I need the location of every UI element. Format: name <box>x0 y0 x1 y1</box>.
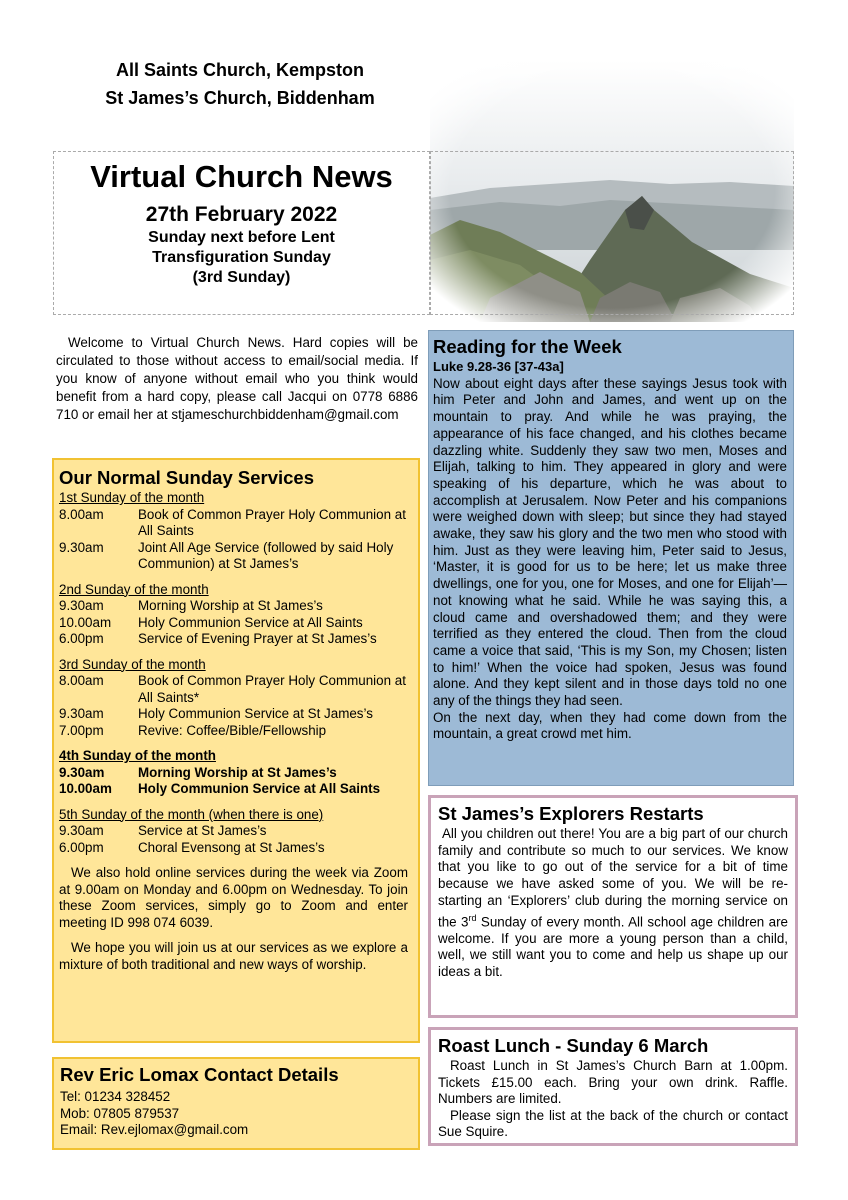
service-time: 6.00pm <box>59 839 104 855</box>
welcome-text: Welcome to Virtual Church News. Hard copies will be circulated to those without access to email/social media. If you know of anyone without email who you think would benefit from a hard copy, please call Jacqui on 0778 6886 710 or email her at stjameschurchbiddenham@gmail.com <box>56 335 418 422</box>
sunday-number: (3rd Sunday) <box>192 269 291 286</box>
church-name-kempston: All Saints Church, Kempston <box>115 60 365 80</box>
closing-text: We hope you will join us at our services as we explore a mixture of both traditional and new ways of worship. <box>59 940 408 972</box>
service-row <box>59 781 408 798</box>
explorers-text-part-2: Sunday of every month. All school age children are welcome. If you are more a young person than a child, well, we still want you to come and help us shape up our ideas a bit. <box>438 913 788 980</box>
contact-title: Rev Eric Lomax Contact Details <box>60 1064 339 1085</box>
service-desc: Holy Communion Service at All Saints <box>138 781 381 796</box>
service-group-4th <box>59 748 408 798</box>
feast-name: Transfiguration Sunday <box>152 249 331 266</box>
service-group-2nd <box>59 582 408 648</box>
newsletter-date: 27th February 2022 <box>145 203 338 226</box>
service-desc: Book of Common Prayer Holy Communion at All Saints <box>138 506 406 538</box>
contact-tel: Tel: 01234 328452 <box>60 1089 171 1104</box>
service-row <box>59 615 408 632</box>
service-row <box>59 598 408 615</box>
reading-text: Now about eight days after these sayings Jesus took with him Peter and John and James, and went up on the mountain to pray. And while he was praying, the appearance of his face changed, and his clothes became dazzling white. Suddenly they saw two men, Moses and Elijah, talking to him. They appeared in glory and were speaking of his departure, which he was about to accomplish at Jerusalem. Now Peter and his companions were weighed down with sleep; but since they had stayed awake, they saw his glory and the two men who stood with him. Just as they were leaving him, Peter said to Jesus, ‘Master, it is good for us to be here; let us make three dwellings, one for you, one for Moses, and one for Elijah’—not knowing what he said. While he was saying this, a cloud came and overshadowed them; and they were terrified as they entered the cloud. Then from the cloud came a voice that said, ‘This is my Son, my Chosen; listen to him!’ When the voice had spoken, Jesus was found alone. And they kept silent and in those days told no one any of the things they had seen. <box>433 375 787 709</box>
service-desc: Holy Communion Service at St James’s <box>138 706 373 721</box>
service-group-1st <box>59 490 408 573</box>
roast-lunch-title: Roast Lunch - Sunday 6 March <box>438 1035 709 1056</box>
service-time: 10.00am <box>59 614 112 630</box>
explorers-box <box>428 795 798 1018</box>
service-desc: Book of Common Prayer Holy Communion at All Saints* <box>138 673 406 705</box>
roast-lunch-box <box>428 1027 798 1146</box>
service-group-5th <box>59 807 408 857</box>
service-desc: Morning Worship at St James’s <box>138 598 323 613</box>
explorers-text <box>438 826 788 981</box>
service-time: 8.00am <box>59 506 104 522</box>
group-heading: 3rd Sunday of the month <box>59 656 206 672</box>
service-desc: Choral Evensong at St James’s <box>138 839 325 855</box>
newsletter-title: Virtual Church News <box>90 159 393 194</box>
masthead <box>53 151 430 315</box>
reading-box <box>428 330 794 786</box>
service-row <box>59 673 408 706</box>
service-time: 9.30am <box>59 764 105 780</box>
service-time: 6.00pm <box>59 631 104 646</box>
group-heading: 5th Sunday of the month (when there is one) <box>59 806 324 822</box>
service-time: 9.30am <box>59 539 104 555</box>
service-time: 9.30am <box>59 823 104 838</box>
roast-lunch-signup: Please sign the list at the back of the church or contact Sue Squire. <box>438 1107 788 1139</box>
service-time: 10.00am <box>59 781 112 796</box>
group-heading: 4th Sunday of the month <box>59 748 216 763</box>
reading-title: Reading for the Week <box>433 336 622 357</box>
group-heading: 2nd Sunday of the month <box>59 581 209 597</box>
service-row <box>59 765 408 782</box>
service-row <box>59 631 408 648</box>
service-row <box>59 723 408 740</box>
service-row <box>59 706 408 723</box>
roast-lunch-text: Roast Lunch in St James’s Church Barn at 1.00pm. Tickets £15.00 each. Bring your own drink. Raffle. Numbers are limited. <box>438 1058 788 1106</box>
contact-mob: Mob: 07805 879537 <box>60 1105 180 1121</box>
mountain-photo <box>430 60 794 322</box>
ordinal-suffix: rd <box>468 912 477 923</box>
service-desc: Service of Evening Prayer at St James’s <box>138 631 377 646</box>
service-row <box>59 823 408 840</box>
service-desc: Revive: Coffee/Bible/Fellowship <box>138 722 327 738</box>
service-time: 9.30am <box>59 706 104 721</box>
explorers-title: St James’s Explorers Restarts <box>438 803 704 824</box>
services-title: Our Normal Sunday Services <box>59 467 314 488</box>
service-desc: Holy Communion Service at All Saints <box>138 614 363 630</box>
service-time: 9.30am <box>59 598 104 613</box>
services-box <box>52 458 420 1043</box>
service-desc: Morning Worship at St James’s <box>138 764 337 780</box>
church-name-biddenham: St James’s Church, Biddenham <box>105 88 375 108</box>
reading-text-2: On the next day, when they had come down from the mountain, a great crowd met him. <box>433 709 787 742</box>
contact-box <box>52 1057 420 1150</box>
service-desc: Service at St James’s <box>138 823 267 838</box>
contact-email: Email: Rev.ejlomax@gmail.com <box>60 1122 249 1137</box>
reading-reference: Luke 9.28-36 [37-43a] <box>433 359 564 374</box>
explorers-text-part-1: All you children out there! You are a big part of our church family and contribute so much to our services. We know that you like to go out of the service for a bit of time because we have asked some of you. We will be re-starting an ‘Explorers’ club during the morning service on the 3 <box>438 826 788 929</box>
service-desc: Joint All Age Service (followed by said Holy Communion) at St James’s <box>138 539 394 571</box>
service-group-3rd <box>59 657 408 740</box>
service-time: 8.00am <box>59 673 104 688</box>
church-names <box>52 56 428 112</box>
service-row <box>59 540 408 573</box>
group-heading: 1st Sunday of the month <box>59 490 205 505</box>
service-row <box>59 507 408 540</box>
online-services-text: We also hold online services during the week via Zoom at 9.00am on Monday and 6.00pm on Wednesday. To join these Zoom services, simply go to Zoom and enter meeting ID 998 074 6039. <box>59 865 408 930</box>
service-row <box>59 840 408 857</box>
service-time: 7.00pm <box>59 722 104 738</box>
liturgical-day: Sunday next before Lent <box>148 229 335 246</box>
